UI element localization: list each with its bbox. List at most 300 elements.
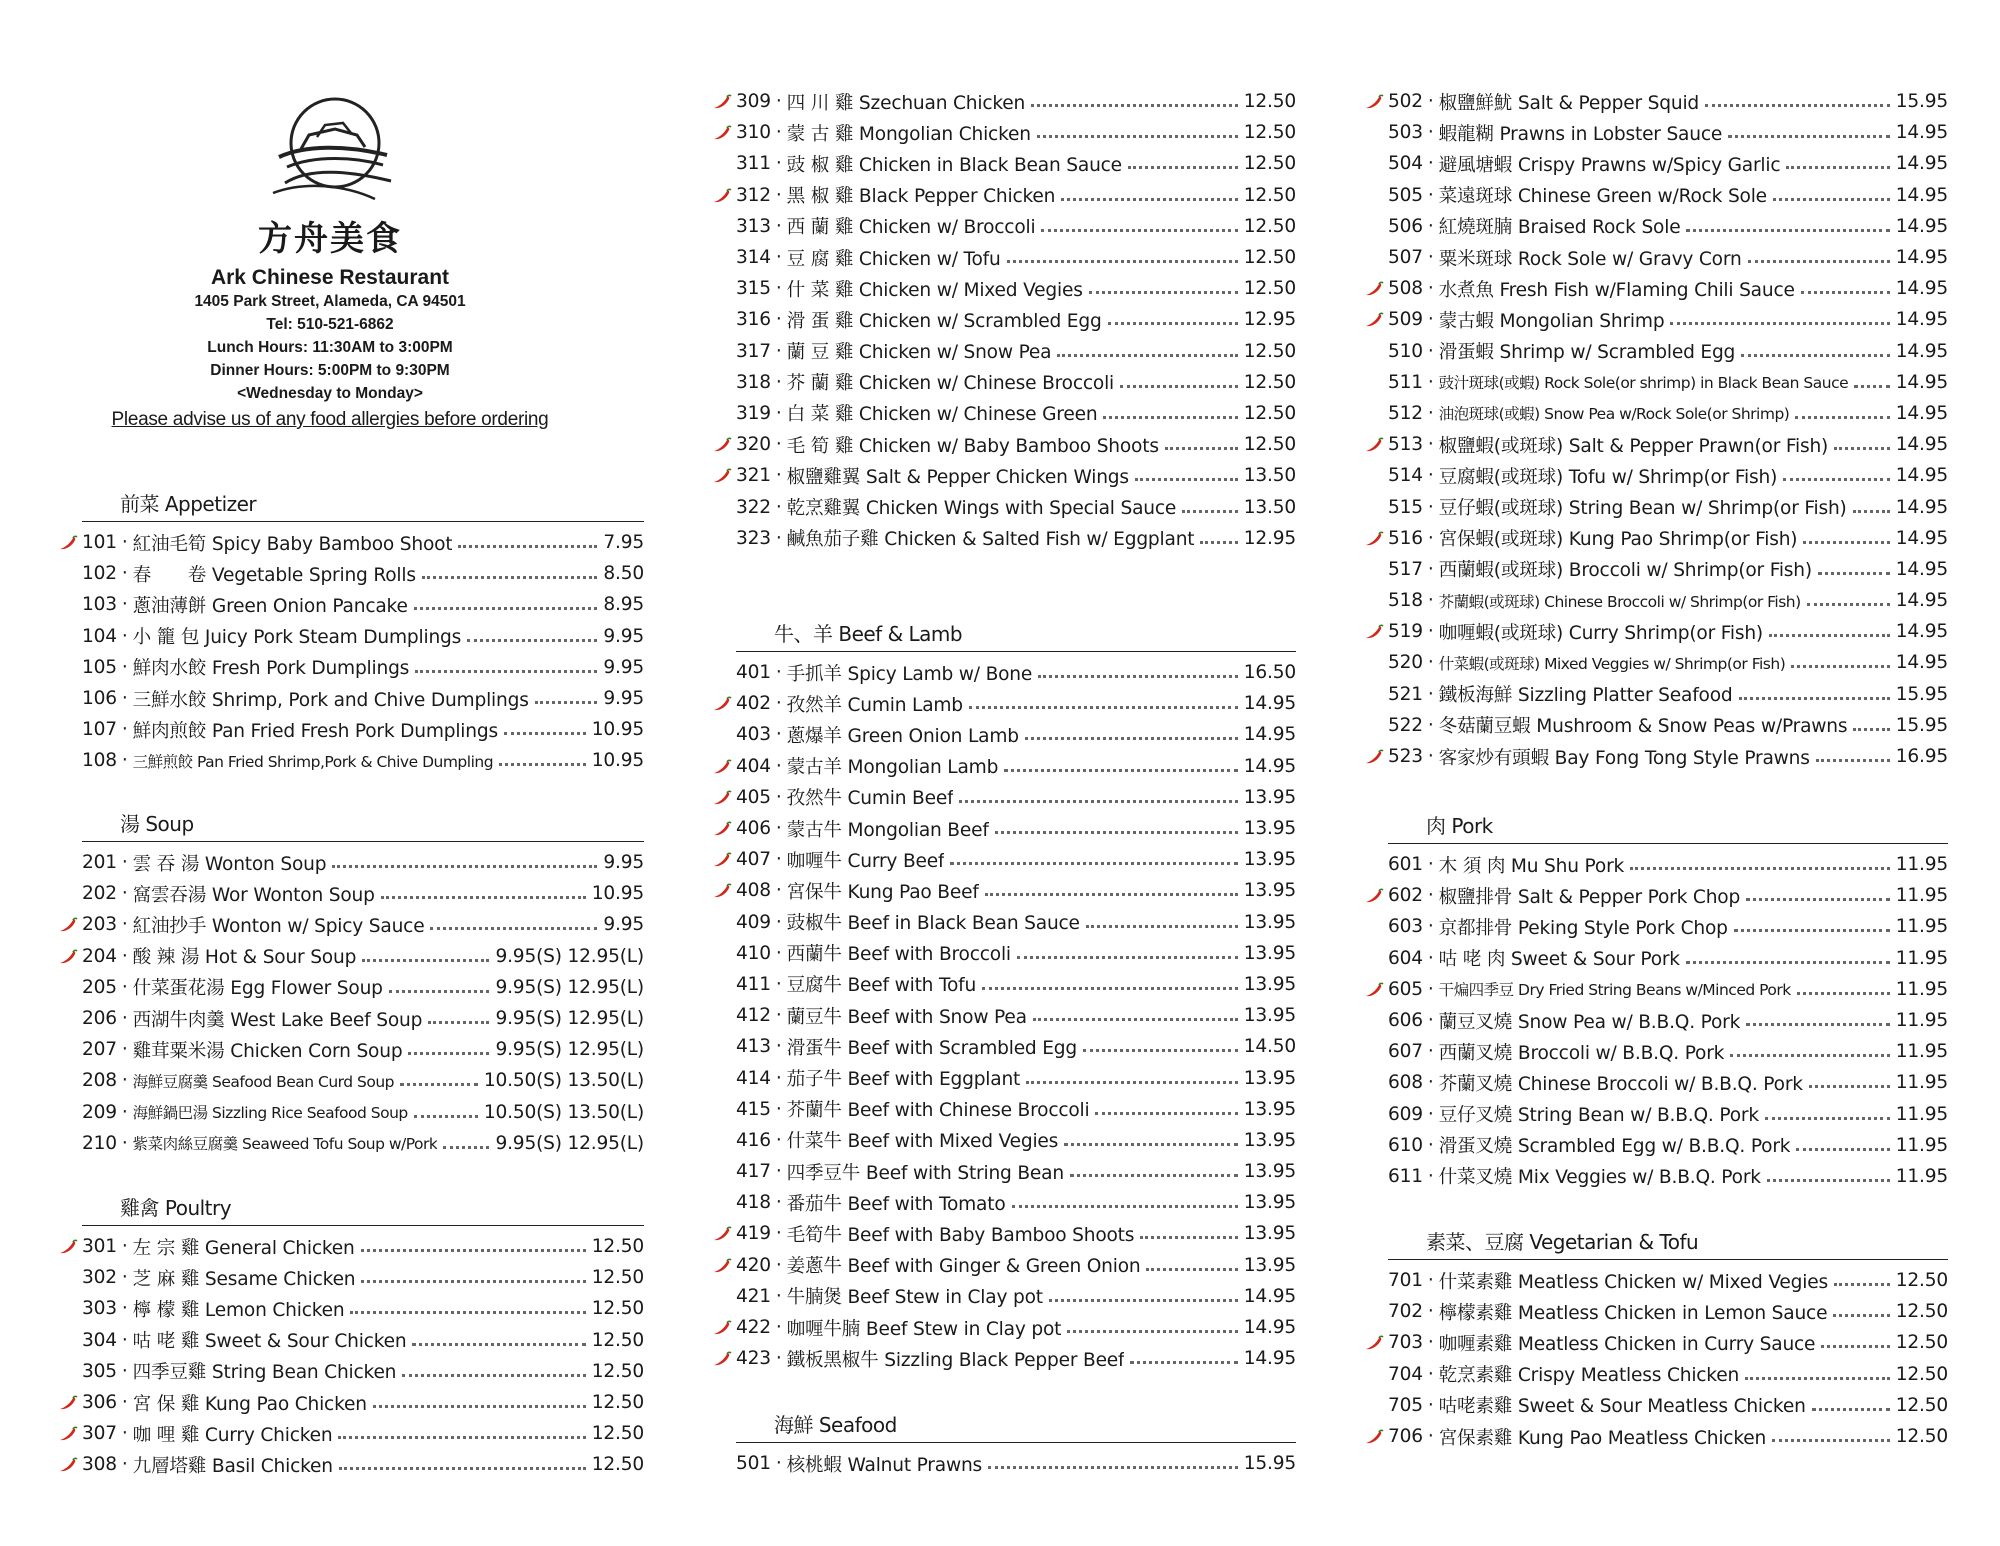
item-price: 13.95 (1243, 849, 1296, 871)
menu-item (1388, 741, 1948, 772)
restaurant-address: 1405 Park Street, Alameda, CA 94501 (194, 293, 466, 310)
menu-item (82, 1128, 644, 1159)
item-name: 什菜蝦(或斑球) Mixed Veggies w/ Shrimp(or Fish) (1438, 654, 1786, 673)
item-number: 516 (1388, 527, 1423, 549)
item-number: 420 (736, 1254, 771, 1276)
menu-item (736, 1448, 1296, 1479)
menu-item (1388, 585, 1948, 616)
item-number: 319 (736, 402, 771, 424)
item-price: 8.50 (603, 563, 644, 585)
item-price: 12.50 (1243, 215, 1296, 237)
dot-leader (1103, 416, 1237, 419)
item-name: 乾烹素雞 Crispy Meatless Chicken (1438, 1365, 1740, 1387)
item-number: 602 (1388, 885, 1423, 907)
item-number: 611 (1388, 1165, 1423, 1187)
item-price: 12.50 (591, 1454, 644, 1476)
dot-leader (1816, 759, 1890, 762)
menu-item (736, 875, 1296, 906)
menu-item (736, 1031, 1296, 1062)
item-name: 菜遠斑球 Chinese Green w/Rock Sole (1438, 186, 1767, 208)
item-separator-dot: · (121, 976, 128, 998)
item-price: 9.95 (603, 656, 644, 678)
item-name: 蔥油薄餅 Green Onion Pancake (132, 595, 408, 617)
item-number: 307 (82, 1423, 117, 1445)
item-number: 313 (736, 215, 771, 237)
item-name: 豉汁斑球(或蝦) Rock Sole(or shrimp) in Black Bean Sauce (1438, 374, 1849, 393)
item-name: 黑 椒 雞 Black Pepper Chicken (786, 186, 1056, 208)
item-number: 205 (82, 976, 117, 998)
item-separator-dot: · (1427, 91, 1434, 113)
item-name: 冬菇蘭豆蝦 Mushroom & Snow Peas w/Prawns (1438, 716, 1848, 738)
item-name: 茄子牛 Beef with Eggplant (786, 1069, 1021, 1091)
spicy-chili-icon (712, 437, 732, 453)
item-separator-dot: · (1427, 434, 1434, 456)
dot-leader (1765, 1117, 1890, 1120)
item-price: 14.95 (1895, 434, 1948, 456)
dot-leader (1728, 135, 1890, 138)
item-name: 什菜素雞 Meatless Chicken w/ Mixed Vegies (1438, 1271, 1828, 1293)
spicy-chili-icon (712, 1226, 732, 1242)
dot-leader (1797, 992, 1890, 995)
menu-item (82, 1003, 644, 1034)
item-price: 13.95 (1243, 942, 1296, 964)
item-name: 紫菜肉絲豆腐羹 Seaweed Tofu Soup w/Pork (132, 1135, 438, 1154)
spicy-chili-icon (1364, 437, 1384, 453)
item-separator-dot: · (121, 1267, 128, 1289)
item-separator-dot: · (1427, 371, 1434, 393)
item-separator-dot: · (1427, 278, 1434, 300)
item-name: 宮保蝦(或斑球) Kung Pao Shrimp(or Fish) (1438, 529, 1798, 551)
dot-leader (1146, 1268, 1237, 1271)
item-price: 9.95 (603, 914, 644, 936)
item-price: 12.50 (591, 1298, 644, 1320)
item-number: 314 (736, 247, 771, 269)
item-price: 12.50 (591, 1329, 644, 1351)
item-price: 15.95 (1895, 714, 1948, 736)
item-separator-dot: · (775, 973, 782, 995)
item-number: 417 (736, 1161, 771, 1183)
item-name: 豆腐蝦(或斑球) Tofu w/ Shrimp(or Fish) (1438, 466, 1778, 488)
item-separator-dot: · (1427, 184, 1434, 206)
dot-leader (402, 1374, 585, 1377)
dot-leader (1670, 322, 1889, 325)
item-name: 宮 保 雞 Kung Pao Chicken (132, 1393, 367, 1415)
item-price: 9.95 (603, 688, 644, 710)
item-name: 宮保素雞 Kung Pao Meatless Chicken (1438, 1427, 1767, 1449)
item-name: 蘭豆牛 Beef with Snow Pea (786, 1006, 1027, 1028)
dot-leader (988, 1466, 1238, 1469)
item-price: 11.95 (1895, 1103, 1948, 1125)
item-price: 9.95(S) 12.95(L) (495, 945, 644, 967)
dot-leader (1026, 1081, 1238, 1084)
item-price: 11.95 (1895, 916, 1948, 938)
item-name: 海鮮豆腐羹 Seafood Bean Curd Soup (132, 1072, 395, 1091)
item-separator-dot: · (1427, 215, 1434, 237)
menu-item (1388, 1161, 1948, 1192)
item-name: 咕 咾 肉 Sweet & Sour Pork (1438, 949, 1680, 971)
item-name: 蒙古蝦 Mongolian Shrimp (1438, 310, 1665, 332)
dot-leader (361, 1280, 585, 1283)
item-price: 13.95 (1243, 1005, 1296, 1027)
dot-leader (408, 1052, 489, 1055)
dot-leader (1803, 541, 1889, 544)
section-beef-lamb (736, 618, 1296, 1374)
item-separator-dot: · (1427, 1363, 1434, 1385)
menu-item (82, 847, 644, 878)
item-name: 西蘭叉燒 Broccoli w/ B.B.Q. Pork (1438, 1042, 1725, 1064)
item-price: 16.95 (1895, 746, 1948, 768)
dot-leader (1686, 229, 1889, 232)
menu-item (736, 211, 1296, 242)
item-name: 芥蘭蝦(或斑球) Chinese Broccoli w/ Shrimp(or Fish) (1438, 592, 1801, 611)
item-number: 411 (736, 973, 771, 995)
dot-leader (389, 990, 490, 993)
item-price: 14.95 (1895, 215, 1948, 237)
item-separator-dot: · (1427, 1134, 1434, 1156)
spicy-chili-icon (58, 949, 78, 965)
item-price: 12.50 (1243, 184, 1296, 206)
item-number: 305 (82, 1360, 117, 1382)
dot-leader (1686, 961, 1890, 964)
dot-leader (415, 670, 597, 673)
spicy-chili-icon (712, 94, 732, 110)
item-name: 毛筍牛 Beef with Baby Bamboo Shoots (786, 1224, 1135, 1246)
item-separator-dot: · (121, 656, 128, 678)
dot-leader (1795, 416, 1889, 419)
item-name: 西 蘭 雞 Chicken w/ Broccoli (786, 217, 1036, 239)
item-price: 14.95 (1243, 755, 1296, 777)
item-number: 609 (1388, 1103, 1423, 1125)
dot-leader (332, 865, 597, 868)
item-number: 502 (1388, 91, 1423, 113)
item-name: 檸檬素雞 Meatless Chicken in Lemon Sauce (1438, 1302, 1828, 1324)
menu-item (82, 972, 644, 1003)
item-price: 14.95 (1243, 693, 1296, 715)
item-price: 13.95 (1243, 818, 1296, 840)
item-name: 左 宗 雞 General Chicken (132, 1237, 355, 1259)
item-name: 鹹魚茄子雞 Chicken & Salted Fish w/ Eggplant (786, 529, 1195, 551)
item-name: 四 川 雞 Szechuan Chicken (786, 92, 1026, 114)
item-number: 508 (1388, 278, 1423, 300)
item-number: 104 (82, 625, 117, 647)
item-number: 518 (1388, 590, 1423, 612)
item-price: 13.50 (1243, 465, 1296, 487)
spicy-chili-icon (1364, 94, 1384, 110)
dot-leader (1067, 1330, 1238, 1333)
dot-leader (1130, 1361, 1237, 1364)
item-separator-dot: · (1427, 1270, 1434, 1292)
menu-item (82, 1034, 644, 1065)
item-name: 咖喱蝦(或斑球) Curry Shrimp(or Fish) (1438, 622, 1763, 644)
item-price: 10.95 (591, 750, 644, 772)
menu-item (736, 148, 1296, 179)
menu-item (1388, 117, 1948, 148)
dot-leader (400, 1083, 478, 1086)
item-price: 14.95 (1895, 465, 1948, 487)
item-price: 12.50 (1243, 402, 1296, 424)
item-price: 11.95 (1895, 1134, 1948, 1156)
item-price: 14.95 (1895, 153, 1948, 175)
item-name: 豉 椒 雞 Chicken in Black Bean Sauce (786, 154, 1122, 176)
item-number: 503 (1388, 122, 1423, 144)
item-number: 523 (1388, 746, 1423, 768)
menu-item (1388, 148, 1948, 179)
menu-item (82, 652, 644, 683)
item-name: 乾烹雞翼 Chicken Wings with Special Sauce (786, 498, 1177, 520)
item-number: 505 (1388, 184, 1423, 206)
item-name: 滑蛋叉燒 Scrambled Egg w/ B.B.Q. Pork (1438, 1136, 1791, 1158)
item-name: 豆腐牛 Beef with Tofu (786, 975, 977, 997)
menu-item (1388, 1099, 1948, 1130)
menu-item (1388, 1005, 1948, 1036)
menu-item (1388, 242, 1948, 273)
item-separator-dot: · (121, 750, 128, 772)
dot-leader (1200, 541, 1237, 544)
dot-leader (1853, 728, 1889, 731)
spicy-chili-icon (58, 917, 78, 933)
dot-leader (458, 545, 597, 548)
item-price: 12.50 (1895, 1332, 1948, 1354)
menu-item (736, 1343, 1296, 1374)
item-name: 避風塘蝦 Crispy Prawns w/Spicy Garlic (1438, 154, 1781, 176)
item-price: 11.95 (1895, 978, 1948, 1000)
item-name: 水煮魚 Fresh Fish w/Flaming Chili Sauce (1438, 279, 1795, 301)
item-separator-dot: · (775, 724, 782, 746)
menu-item (736, 180, 1296, 211)
menu-item (1388, 1359, 1948, 1390)
item-price: 14.95 (1895, 402, 1948, 424)
item-name: 芥蘭叉燒 Chinese Broccoli w/ B.B.Q. Pork (1438, 1073, 1803, 1095)
item-number: 517 (1388, 558, 1423, 580)
item-price: 12.50 (591, 1392, 644, 1414)
dot-leader (1734, 929, 1890, 932)
dot-leader (1767, 1179, 1890, 1182)
item-separator-dot: · (775, 1161, 782, 1183)
item-separator-dot: · (775, 1036, 782, 1058)
item-number: 703 (1388, 1332, 1423, 1354)
item-number: 515 (1388, 496, 1423, 518)
spicy-chili-icon (1364, 749, 1384, 765)
dot-leader (1064, 1143, 1238, 1146)
item-price: 12.50 (591, 1360, 644, 1382)
item-separator-dot: · (121, 1423, 128, 1445)
item-name: 什 菜 雞 Chicken w/ Mixed Vegies (786, 279, 1083, 301)
item-number: 504 (1388, 153, 1423, 175)
item-price: 11.95 (1895, 1072, 1948, 1094)
item-separator-dot: · (121, 1008, 128, 1030)
item-separator-dot: · (775, 371, 782, 393)
item-number: 705 (1388, 1394, 1423, 1416)
item-number: 101 (82, 532, 117, 554)
item-name: 蔥爆羊 Green Onion Lamb (786, 725, 1019, 747)
item-price: 12.50 (1895, 1270, 1948, 1292)
menu-item (1388, 1265, 1948, 1296)
dot-leader (443, 1146, 489, 1149)
menu-item (1388, 86, 1948, 117)
section-seafood (736, 1409, 1296, 1479)
dot-leader (1769, 634, 1890, 637)
dot-leader (1746, 1023, 1890, 1026)
menu-item (1388, 1296, 1948, 1327)
item-price: 11.95 (1895, 1165, 1948, 1187)
item-price: 15.95 (1895, 91, 1948, 113)
item-number: 607 (1388, 1041, 1423, 1063)
item-price: 12.50 (1243, 371, 1296, 393)
item-price: 11.95 (1895, 947, 1948, 969)
menu-item (82, 527, 644, 558)
dot-leader (422, 576, 598, 579)
dot-leader (1038, 675, 1238, 678)
item-price: 12.50 (591, 1236, 644, 1258)
dot-leader (969, 706, 1238, 709)
spicy-chili-icon (1364, 888, 1384, 904)
item-separator-dot: · (775, 153, 782, 175)
item-price: 11.95 (1895, 854, 1948, 876)
menu-item (1388, 398, 1948, 429)
menu-item (736, 688, 1296, 719)
spicy-chili-icon (712, 883, 732, 899)
item-number: 608 (1388, 1072, 1423, 1094)
item-separator-dot: · (1427, 885, 1434, 907)
menu-item (1388, 491, 1948, 522)
item-separator-dot: · (775, 184, 782, 206)
item-name: 小 籠 包 Juicy Pork Steam Dumplings (132, 627, 462, 649)
item-name: 豆仔叉燒 String Bean w/ B.B.Q. Pork (1438, 1105, 1759, 1127)
item-name: 豆仔蝦(或斑球) String Bean w/ Shrimp(or Fish) (1438, 498, 1847, 520)
item-name: 干煸四季豆 Dry Fried String Beans w/Minced Pork (1438, 981, 1791, 1000)
menu-item (1388, 849, 1948, 880)
dot-leader (1007, 260, 1238, 263)
section-pork (1388, 810, 1948, 1192)
dot-leader (535, 701, 598, 704)
menu-item (736, 429, 1296, 460)
item-number: 401 (736, 662, 771, 684)
dot-leader (1786, 166, 1889, 169)
item-price: 12.50 (591, 1423, 644, 1445)
item-name: 蘭 豆 雞 Chicken w/ Snow Pea (786, 342, 1052, 364)
dot-leader (1730, 1054, 1890, 1057)
item-price: 9.95(S) 12.95(L) (495, 976, 644, 998)
spicy-chili-icon (1364, 1429, 1384, 1445)
item-price: 14.95 (1895, 621, 1948, 643)
dot-leader (428, 1021, 489, 1024)
item-number: 310 (736, 122, 771, 144)
menu-item (736, 273, 1296, 304)
dot-leader (1049, 1299, 1238, 1302)
item-separator-dot: · (121, 625, 128, 647)
item-number: 312 (736, 184, 771, 206)
item-number: 321 (736, 465, 771, 487)
item-name: 牛腩煲 Beef Stew in Clay pot (786, 1287, 1043, 1309)
dot-leader (1061, 198, 1238, 201)
item-number: 409 (736, 911, 771, 933)
spicy-chili-icon (712, 125, 732, 141)
item-separator-dot: · (121, 1236, 128, 1258)
item-separator-dot: · (121, 883, 128, 905)
item-name: 酸 辣 湯 Hot & Sour Soup (132, 947, 357, 969)
section-poultry (82, 1192, 644, 1481)
item-number: 604 (1388, 947, 1423, 969)
dot-leader (414, 1115, 478, 1118)
item-number: 405 (736, 786, 771, 808)
item-number: 210 (82, 1132, 117, 1154)
item-price: 12.50 (1243, 122, 1296, 144)
item-separator-dot: · (775, 911, 782, 933)
item-name: 三鮮煎餃 Pan Fried Shrimp,Pork & Chive Dumpling (132, 752, 494, 771)
item-price: 16.50 (1243, 662, 1296, 684)
menu-item (736, 398, 1296, 429)
item-name: 手抓羊 Spicy Lamb w/ Bone (786, 663, 1033, 685)
item-name: 蝦龍糊 Prawns in Lobster Sauce (1438, 123, 1723, 145)
item-separator-dot: · (121, 1070, 128, 1092)
item-number: 301 (82, 1236, 117, 1258)
item-separator-dot: · (1427, 683, 1434, 705)
item-separator-dot: · (1427, 558, 1434, 580)
dot-leader (959, 800, 1237, 803)
item-name: 咖喱牛腩 Beef Stew in Clay pot (786, 1318, 1062, 1340)
item-number: 207 (82, 1039, 117, 1061)
item-price: 12.95 (1243, 309, 1296, 331)
item-price: 13.50 (1243, 496, 1296, 518)
section-title: 海鮮 Seafood (736, 1409, 1296, 1443)
dot-leader (982, 987, 1238, 990)
menu-item (1388, 180, 1948, 211)
item-price: 12.95 (1243, 527, 1296, 549)
item-number: 412 (736, 1005, 771, 1027)
item-separator-dot: · (1427, 947, 1434, 969)
menu-item (1388, 554, 1948, 585)
menu-item (736, 813, 1296, 844)
item-price: 15.95 (1243, 1453, 1296, 1475)
menu-item (736, 242, 1296, 273)
item-separator-dot: · (121, 914, 128, 936)
dot-leader (1004, 769, 1238, 772)
item-separator-dot: · (1427, 916, 1434, 938)
item-separator-dot: · (1427, 1072, 1434, 1094)
item-separator-dot: · (775, 247, 782, 269)
item-separator-dot: · (775, 693, 782, 715)
menu-item (736, 1187, 1296, 1218)
item-name: 海鮮鍋巴湯 Sizzling Rice Seafood Soup (132, 1104, 408, 1123)
item-name: 滑蛋牛 Beef with Scrambled Egg (786, 1037, 1078, 1059)
item-price: 12.50 (1243, 340, 1296, 362)
item-name: 鐵板海鮮 Sizzling Platter Seafood (1438, 685, 1733, 707)
menu-item (736, 907, 1296, 938)
item-name: 芥 蘭 雞 Chicken w/ Chinese Broccoli (786, 373, 1115, 395)
menu-item (736, 460, 1296, 491)
item-number: 410 (736, 942, 771, 964)
item-separator-dot: · (775, 1348, 782, 1370)
item-name: 豆 腐 雞 Chicken w/ Tofu (786, 248, 1001, 270)
menu-item (82, 1325, 644, 1356)
item-number: 513 (1388, 434, 1423, 456)
item-separator-dot: · (775, 527, 782, 549)
menu-item (1388, 336, 1948, 367)
item-price: 12.50 (1895, 1363, 1948, 1385)
item-separator-dot: · (1427, 590, 1434, 612)
item-separator-dot: · (775, 496, 782, 518)
dot-leader (995, 831, 1238, 834)
item-separator-dot: · (1427, 621, 1434, 643)
item-separator-dot: · (775, 122, 782, 144)
item-separator-dot: · (1427, 340, 1434, 362)
dot-leader (1772, 1439, 1890, 1442)
item-price: 9.95(S) 12.95(L) (495, 1008, 644, 1030)
item-price: 14.95 (1895, 496, 1948, 518)
allergy-note: Please advise us of any food allergies before ordering (111, 409, 549, 430)
item-number: 415 (736, 1098, 771, 1120)
dot-leader (1120, 385, 1238, 388)
